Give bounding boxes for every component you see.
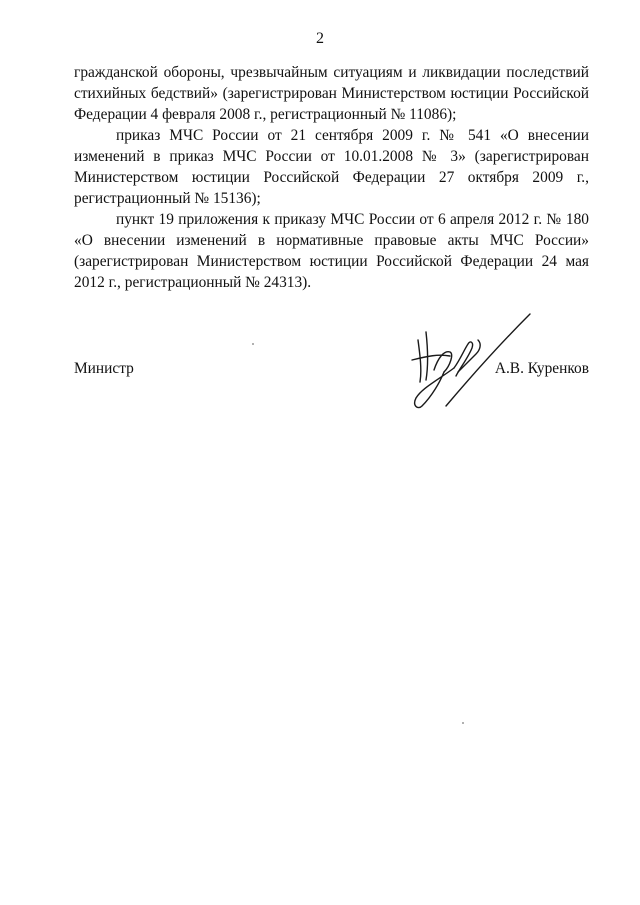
paragraph-order-180: пункт 19 приложения к приказу МЧС России от 6 апреля 2012 г. № 180 «О внесении изменений в нормативные правовые акты МЧС России» (зарегистрирован Министерством юстиции Российской Федерации 24 мая 2012 г., регистрационный № 24313). [74,211,589,291]
paragraph-order-541: приказ МЧС России от 21 сентября 2009 г. № 541 «О внесении изменений в приказ МЧС России от 10.01.2008 № 3» (зарегистрирован Министерством юстиции Российской Федерации 27 октября 2009 г., регистрационный № 15136); [74,127,589,207]
signer-name: А.В. Куренков [494,360,589,377]
page-number: 2 [316,30,324,47]
scan-artifact [252,343,254,345]
handwritten-signature [398,310,538,410]
signer-position: Министр [74,360,134,377]
paragraph-continuation: гражданской обороны, чрезвычайным ситуациям и ликвидации последствий стихийных бедствий» (зарегистрирован Министерством юстиции Российской Федерации 4 февраля 2008 г., регистрационный № 11086); [74,64,589,123]
document-body [74,62,589,293]
scan-artifact [462,722,464,724]
